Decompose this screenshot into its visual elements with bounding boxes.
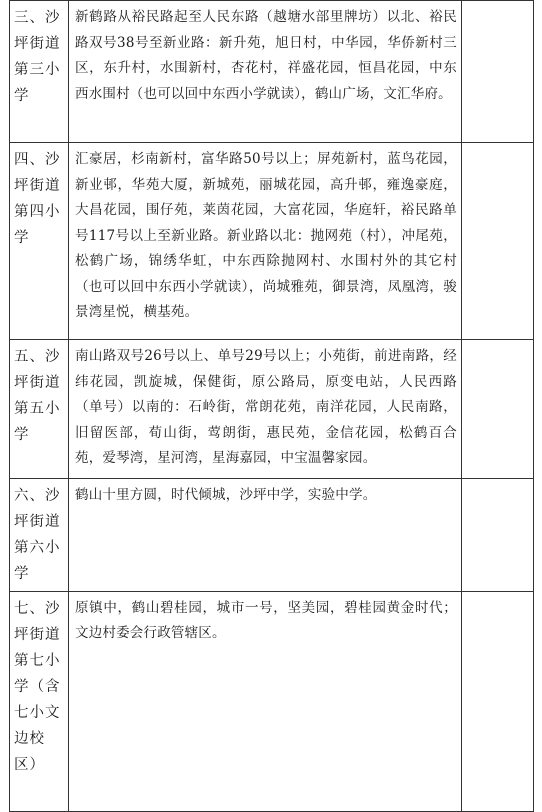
remark-cell bbox=[462, 591, 534, 811]
table-row bbox=[10, 143, 534, 340]
enrollment-area-cell: 南山路双号26号以上、单号29号以上；小苑街，前进南路，经纬花园，凯旋城，保健街，原公路局，原变电站，人民西路（单号）以南的：石岭街，常朗花苑，南洋花园，人民南路，旧留医部，荀山街，莺朗街，惠民苑，金信花园，松鹤百合苑，爱琴湾，星河湾，星海嘉园，中宝温馨家园。 bbox=[69, 340, 462, 479]
table-row bbox=[10, 591, 534, 811]
enrollment-area-cell: 汇豪居，杉南新村，富华路50号以上；屏苑新村，蓝鸟花园，新业邨，华苑大厦，新城苑，丽城花园，高升邨，雍逸豪庭，大昌花园，围仔苑，莱茵花园，大富花园，华庭轩，裕民路单号117号以上至新业路。新业路以北：抛网苑（村），冲尾苑，松鹤广场，锦绣华虹，中东西除抛网村、水围村外的其它村（也可以回中东西小学就读），尚城雅苑，御景湾，凤凰湾，骏景湾星悦，横基苑。 bbox=[69, 143, 462, 340]
table-row bbox=[10, 478, 534, 591]
enrollment-area-cell: 鹤山十里方圆，时代倾城，沙坪中学，实验中学。 bbox=[69, 478, 462, 591]
remark-cell bbox=[462, 143, 534, 340]
school-name-cell: 六、沙坪街道第六小学 bbox=[10, 478, 69, 591]
school-name-cell: 四、沙坪街道第四小学 bbox=[10, 143, 69, 340]
school-name-cell: 三、沙坪街道第三小学 bbox=[10, 1, 69, 143]
school-name-cell: 七、沙坪街道第七小学（含七小文边校区） bbox=[10, 591, 69, 811]
table-row bbox=[10, 1, 534, 143]
enrollment-area-cell: 新鹤路从裕民路起至人民东路（越塘水部里牌坊）以北、裕民路双号38号至新业路：新升苑，旭日村，中华园，华侨新村三区，东升村，水围新村，杏花村，祥盛花园，恒昌花园，中东西水围村（也可以回中东西小学就读），鹤山广场，文汇华府。 bbox=[69, 1, 462, 143]
table-row bbox=[10, 340, 534, 479]
school-name-cell: 五、沙坪街道第五小学 bbox=[10, 340, 69, 479]
enrollment-area-cell: 原镇中，鹤山碧桂园，城市一号，坚美园，碧桂园黄金时代；文边村委会行政管辖区。 bbox=[69, 591, 462, 811]
remark-cell bbox=[462, 340, 534, 479]
remark-cell bbox=[462, 1, 534, 143]
remark-cell bbox=[462, 478, 534, 591]
school-district-table bbox=[9, 0, 534, 812]
